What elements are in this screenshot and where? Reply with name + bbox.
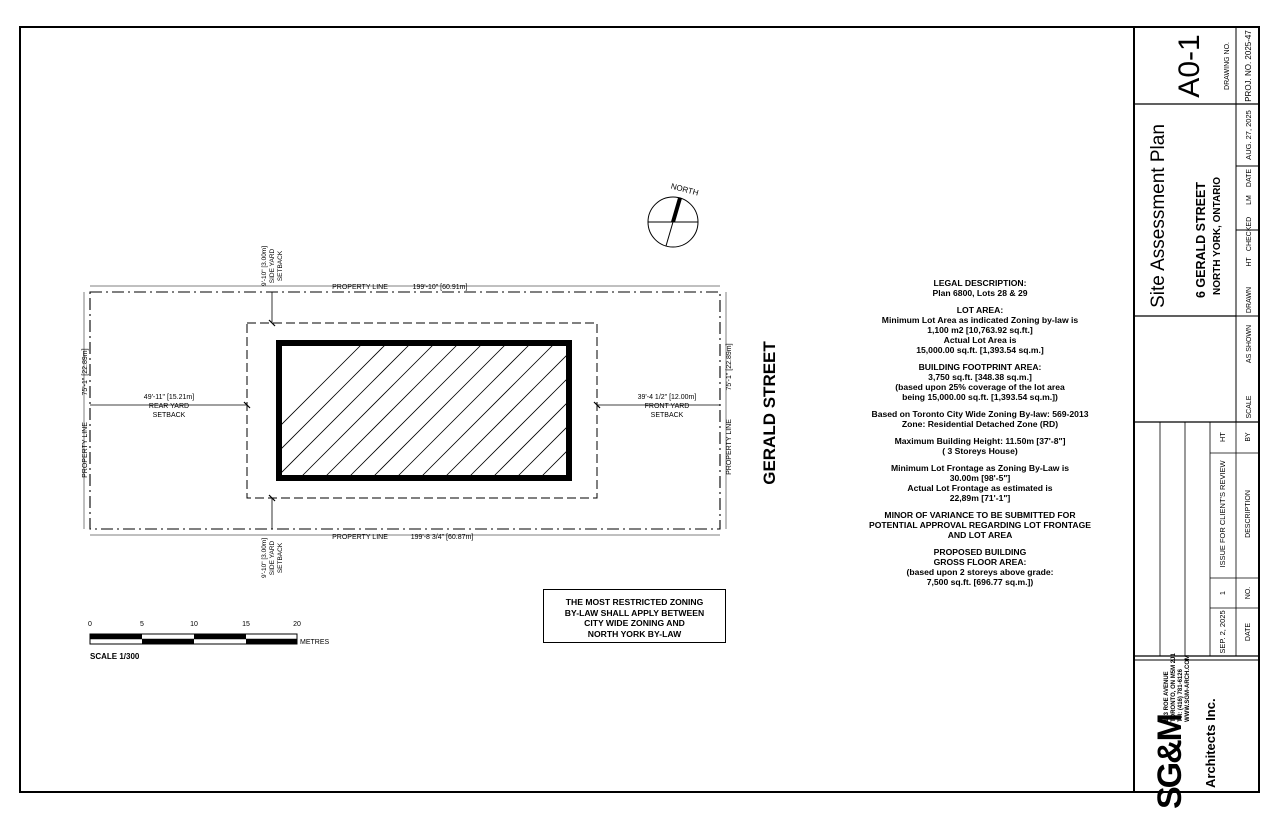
note-line: Based on Toronto City Wide Zoning By-law: 569-2013 [871,409,1089,419]
checked-label: CHECKED [1246,216,1253,252]
drawn-label: DRAWN [1246,286,1253,314]
sheet-number: A0-1 [1173,34,1206,98]
note-line: Maximum Building Height: 11.50m [37'-8"] [894,436,1066,446]
note-line: Minimum Lot Area as indicated Zoning by-law is [881,315,1079,325]
note-line: 15,000.00 sq.ft. [1,393.54 sq.m.] [916,345,1044,355]
note-line: 3,750 sq.ft. [348.38 sq.m.] [928,372,1032,382]
svg-text:49'-11" [15.21m]: 49'-11" [15.21m] [143,394,195,401]
site-notes [850,278,1110,594]
note-block [850,362,1110,402]
side-yard-setback-top-label [261,246,284,286]
note-line: 1,100 m2 [10,763.92 sq.ft.] [927,325,1033,335]
note-block [850,510,1110,540]
north-arrow-icon [648,182,700,247]
firm-name: Architects Inc. [1203,698,1218,788]
zoning-note-line: BY-LAW SHALL APPLY BETWEEN [564,607,705,618]
date-value: AUG. 27, 2025 [1244,110,1253,160]
note-line: LOT AREA: [956,305,1004,315]
note-block [850,463,1110,503]
note-line: AND LOT AREA [947,530,1013,540]
date-label: DATE [1246,168,1253,188]
svg-text:REAR YARD: REAR YARD [148,403,190,410]
address-line1: 6 GERALD STREET [1194,182,1208,298]
note-block [850,547,1110,587]
svg-text:39'-4 1/2" [12.00m]: 39'-4 1/2" [12.00m] [637,394,697,401]
property-line-bottom-label: PROPERTY LINE [332,534,388,541]
scale-tick-5: 5 [140,621,144,628]
note-block [850,278,1110,298]
drawn-value: HT [1246,257,1253,267]
svg-text:SETBACK: SETBACK [152,412,186,419]
revision-table [1218,432,1252,654]
right-frontage-dim: 75'-1" [22.89m] [726,343,733,391]
scale-value: AS SHOWN [1246,324,1253,364]
note-line: (based upon 2 storeys above grade: [906,567,1054,577]
revision-header-date: DATE [1245,622,1252,642]
svg-text:9'-10" [3.00m]: 9'-10" [3.00m] [261,537,268,579]
note-line: Zone: Residential Detached Zone (RD) [901,419,1059,429]
note-line: BUILDING FOOTPRINT AREA: [918,362,1042,372]
note-line: 30.00m [98'-5"] [949,473,1011,483]
note-block [850,436,1110,456]
rear-yard-setback-label [144,394,194,419]
firm-address-4: WWW.SGM-ARCH.COM [1185,655,1191,722]
svg-text:9'-10" [3.00m]: 9'-10" [3.00m] [261,245,268,287]
svg-text:SETBACK: SETBACK [277,542,284,574]
zoning-note-box [543,589,726,643]
property-line-left-label: PROPERTY LINE [82,422,89,478]
revision-header-description: DESCRIPTION [1245,490,1252,538]
property-dim-bottom: 199'-8 3/4" [60.87m] [410,534,474,541]
revision-description: ISSUE FOR CLIENT'S REVIEW [1218,460,1227,568]
note-line: MINOR OF VARIANCE TO BE SUBMITTED FOR [884,510,1076,520]
north-label: NORTH [669,181,700,198]
note-line: ( 3 Storeys House) [942,446,1018,456]
firm-block [1151,653,1218,809]
revision-header-by: BY [1245,432,1252,442]
note-line: Plan 6800, Lots 28 & 29 [932,288,1028,298]
note-line: 22,89m [71'-1"] [949,493,1011,503]
checked-value: LM [1246,195,1253,205]
left-frontage-dim: 75'-1" [22.89m] [82,348,89,396]
zoning-note-line: NORTH YORK BY-LAW [587,628,682,639]
note-block [850,409,1110,429]
street-name: GERALD STREET [760,341,779,485]
note-line: PROPOSED BUILDING [933,547,1027,557]
revision-date: SEP. 2, 2025 [1218,610,1227,654]
svg-text:SETBACK: SETBACK [650,412,684,419]
address-line2: NORTH YORK, ONTARIO [1212,177,1223,295]
note-line: being 15,000.00 sq.ft. [1,393.54 sq.m.]) [902,392,1058,402]
property-line-right-label: PROPERTY LINE [726,419,733,475]
firm-address-2: TORONTO, ON M5M 2J1 [1171,653,1177,722]
scale-tick-20: 20 [293,621,301,628]
scale-tick-0: 0 [88,621,92,628]
revision-no: 1 [1218,590,1227,596]
scale-unit: METRES [300,639,330,646]
front-yard-setback-label [638,394,697,419]
note-line: GROSS FLOOR AREA: [933,557,1027,567]
zoning-note-line: CITY WIDE ZONING AND [584,618,685,628]
note-line: (based upon 25% coverage of the lot area [895,382,1065,392]
svg-text:FRONT YARD: FRONT YARD [644,403,690,410]
side-yard-setback-bottom-label [261,538,284,578]
firm-address-3: Tel: (416) 781-6126 [1178,669,1184,722]
property-dim-top: 199'-10" [60.91m] [412,284,468,291]
note-line: Actual Lot Area is [943,335,1017,345]
note-line: POTENTIAL APPROVAL REGARDING LOT FRONTAGE [868,520,1091,530]
firm-address-1: 193 ROE AVENUE [1164,671,1170,722]
revision-by: HT [1218,432,1227,442]
zoning-note-line: THE MOST RESTRICTED ZONING [565,597,704,607]
note-line: LEGAL DESCRIPTION: [933,278,1027,288]
drawing-title: Site Assessment Plan [1148,124,1169,308]
note-line: 7,500 sq.ft. [696.77 sq.m.]) [926,577,1034,587]
svg-text:SIDE YARD: SIDE YARD [269,248,276,284]
note-line: Minimum Lot Frontage as Zoning By-Law is [890,463,1070,473]
drawing-no-label: DRAWING NO. [1224,42,1231,90]
firm-logo: SG&M [1151,715,1189,809]
revision-header-no: NO. [1245,586,1252,600]
scale-tick-10: 10 [190,621,198,628]
scale-label-tb: SCALE [1246,395,1253,419]
scale-tick-15: 15 [242,621,250,628]
svg-text:SIDE YARD: SIDE YARD [269,540,276,576]
scale-label: SCALE 1/300 [90,652,140,661]
svg-text:SETBACK: SETBACK [277,250,284,282]
property-line-top-label: PROPERTY LINE [332,284,388,291]
note-block [850,305,1110,355]
scale-bar [88,621,329,661]
note-line: Actual Lot Frontage as estimated is [907,483,1053,493]
project-no: PROJ. NO. 2025-47 [1244,30,1253,102]
title-block-info [1244,110,1253,418]
